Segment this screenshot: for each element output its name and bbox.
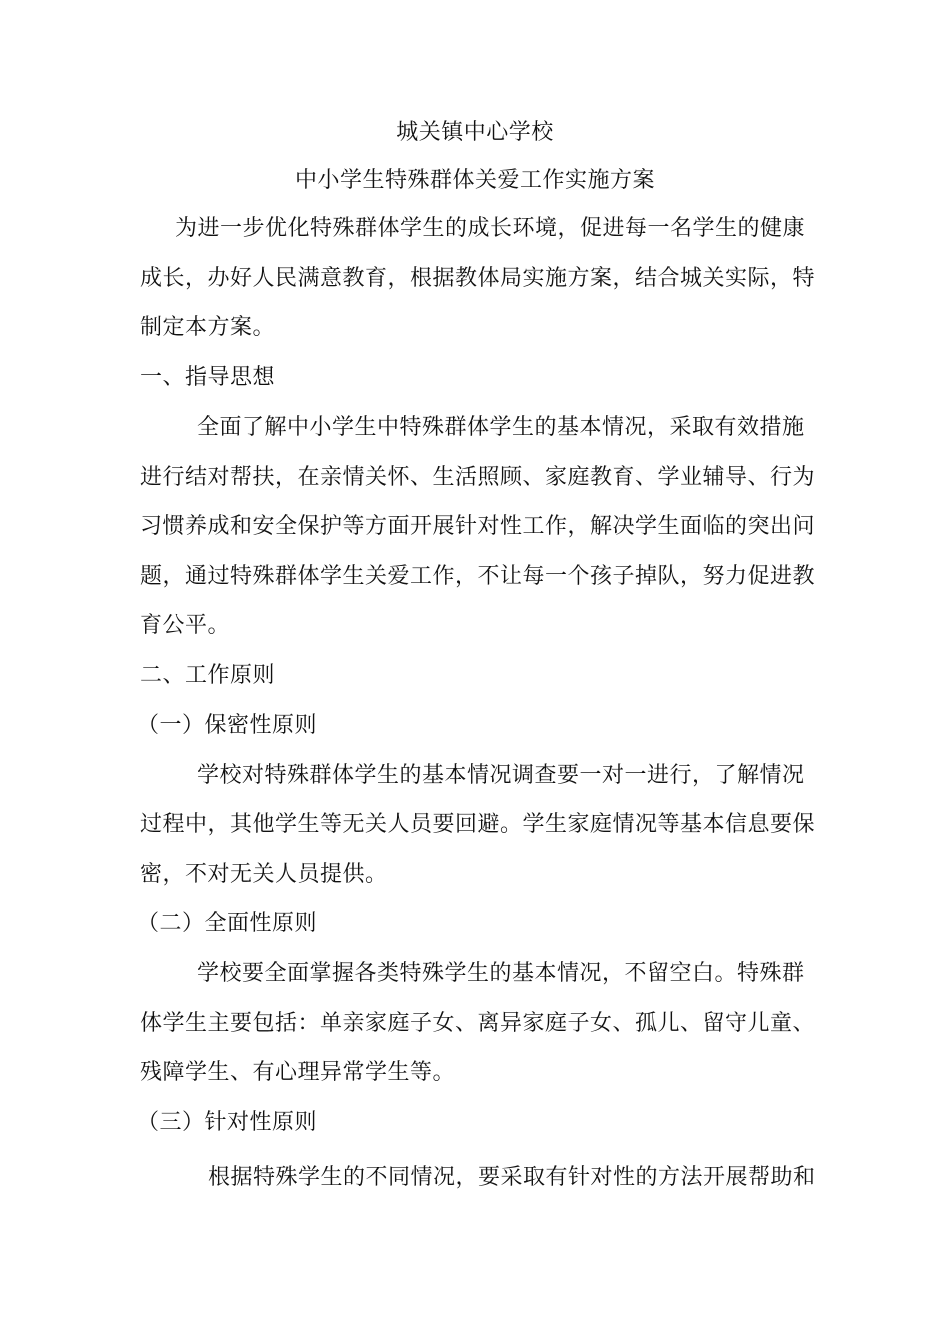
sub2-heading: （二）全面性原则 bbox=[137, 911, 318, 936]
sub1-line-1: 学校对特殊群体学生的基本情况调查要一对一进行，了解情况 bbox=[197, 763, 805, 788]
sub1-line-2: 过程中，其他学生等无关人员要回避。学生家庭情况等基本信息要保 bbox=[140, 812, 816, 837]
intro-line-3: 制定本方案。 bbox=[140, 315, 276, 340]
sub2-line-3: 残障学生、有心理异常学生等。 bbox=[140, 1060, 456, 1085]
sub2-line-2: 体学生主要包括：单亲家庭子女、离异家庭子女、孤儿、留守儿童、 bbox=[140, 1011, 816, 1036]
section1-line-4: 题，通过特殊群体学生关爱工作，不让每一个孩子掉队，努力促进教 bbox=[140, 564, 816, 589]
intro-line-1: 为进一步优化特殊群体学生的成长环境，促进每一名学生的健康 bbox=[175, 216, 806, 241]
section1-line-2: 进行结对帮扶，在亲情关怀、生活照顾、家庭教育、学业辅导、行为 bbox=[140, 465, 816, 490]
section1-line-5: 育公平。 bbox=[140, 613, 231, 638]
section2-heading: 二、工作原则 bbox=[140, 663, 276, 688]
school-name: 城关镇中心学校 bbox=[396, 120, 554, 145]
sub3-heading: （三）针对性原则 bbox=[137, 1110, 318, 1135]
section1-line-3: 习惯养成和安全保护等方面开展针对性工作，解决学生面临的突出问 bbox=[140, 514, 816, 539]
document-title: 中小学生特殊群体关爱工作实施方案 bbox=[294, 168, 655, 193]
section1-line-1: 全面了解中小学生中特殊群体学生的基本情况，采取有效措施 bbox=[197, 415, 805, 440]
sub1-line-3: 密，不对无关人员提供。 bbox=[140, 862, 388, 887]
intro-line-2: 成长，办好人民满意教育，根据教体局实施方案，结合城关实际，特 bbox=[140, 266, 816, 291]
sub1-heading: （一）保密性原则 bbox=[137, 713, 318, 738]
sub3-line-1: 根据特殊学生的不同情况，要采取有针对性的方法开展帮助和 bbox=[208, 1165, 816, 1190]
sub2-line-1: 学校要全面掌握各类特殊学生的基本情况，不留空白。特殊群 bbox=[197, 961, 805, 986]
section1-heading: 一、指导思想 bbox=[140, 365, 276, 390]
